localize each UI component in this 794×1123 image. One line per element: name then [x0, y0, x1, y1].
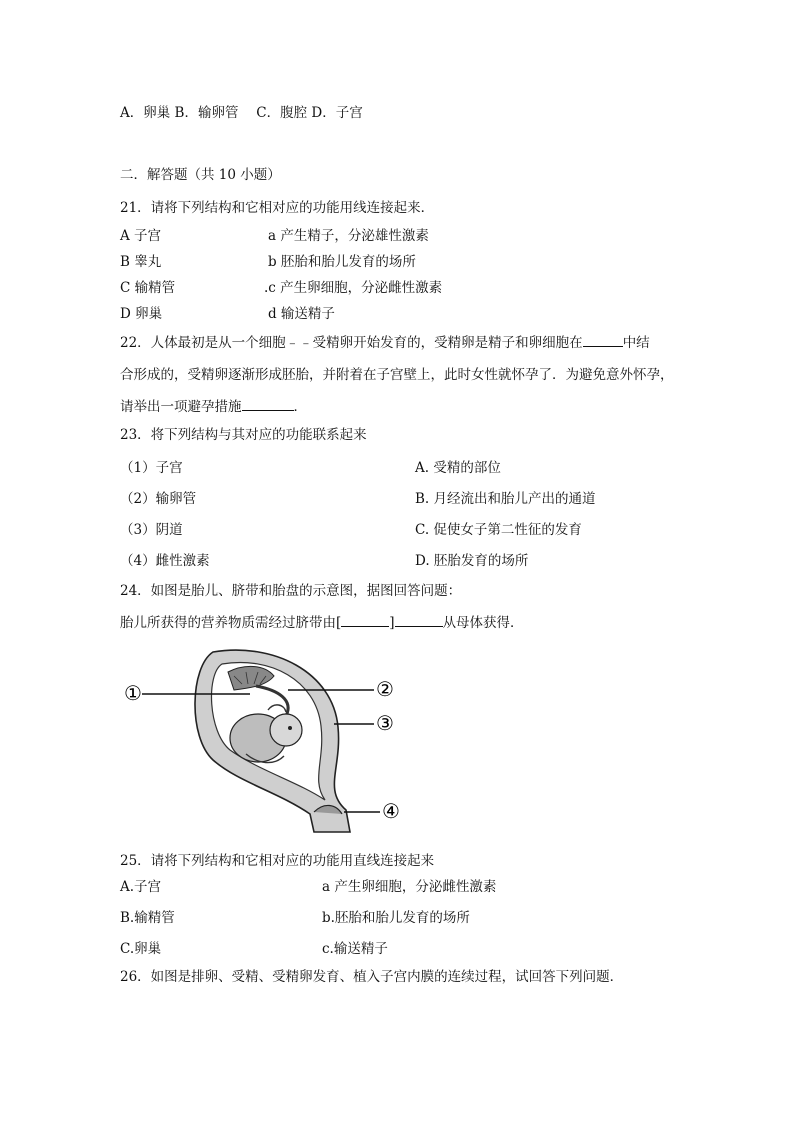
q24-text: 胎儿所获得的营养物质需经过脐带由[ — [120, 615, 342, 631]
figure-label-4: ④ — [382, 799, 400, 823]
q21-right-item: a 产生精子，分泌雄性激素 — [268, 228, 429, 244]
q21-right-item: .c 产生卵细胞，分泌雌性激素 — [264, 280, 443, 296]
q23-right-item: D. 胚胎发育的场所 — [415, 553, 529, 569]
q22-text: 请举出一项避孕措施 — [120, 399, 242, 415]
answer-blank[interactable] — [583, 332, 623, 347]
q21-left-item: A 子宫 — [120, 228, 162, 244]
figure-label-1: ① — [124, 681, 142, 705]
figure-label-2: ② — [376, 677, 394, 701]
answer-blank[interactable] — [341, 612, 389, 627]
q23-left-item: （1）子宫 — [120, 460, 183, 476]
fetus-umbilical-cord-placenta-diagram — [118, 642, 418, 834]
q24-text: 从母体获得． — [442, 615, 524, 631]
q23-right-item: C. 促使女子第二性征的发育 — [415, 522, 582, 538]
q22-text: ． — [293, 399, 307, 415]
q24-question — [120, 612, 524, 632]
q24-text: ] — [389, 615, 395, 631]
q25-left-item: A.子宫 — [120, 879, 162, 895]
q25-right-item: b.胚胎和胎儿发育的场所 — [322, 910, 470, 926]
q21-left-item: D 卵巢 — [120, 306, 163, 322]
q23-stem: 23．将下列结构与其对应的功能联系起来 — [120, 427, 367, 443]
answer-blank[interactable] — [242, 396, 294, 411]
q25-left-item: B.输精管 — [120, 910, 175, 926]
q22-line1 — [120, 332, 650, 352]
q25-right-item: c.输送精子 — [322, 941, 388, 957]
q21-left-item: B 睾丸 — [120, 254, 162, 270]
q25-stem: 25．请将下列结构和它相对应的功能用直线连接起来 — [120, 853, 435, 869]
answer-blank[interactable] — [395, 612, 443, 627]
q21-right-item: b 胚胎和胎儿发育的场所 — [268, 254, 416, 270]
section-title: 二．解答题（共 10 小题） — [120, 167, 281, 183]
q21-right-item: d 输送精子 — [268, 306, 335, 322]
q23-right-item: A. 受精的部位 — [415, 460, 501, 476]
q26-stem: 26．如图是排卵、受精、受精卵发育、植入子宫内膜的连续过程，试回答下列问题． — [120, 969, 624, 985]
q25-left-item: C.卵巢 — [120, 941, 162, 957]
q23-right-item: B. 月经流出和胎儿产出的通道 — [415, 491, 596, 507]
q22-line2: 合形成的，受精卵逐渐形成胚胎，并附着在子宫壁上，此时女性就怀孕了．为避免意外怀孕， — [120, 367, 674, 383]
q24-stem: 24．如图是胎儿、脐带和胎盘的示意图，据图回答问题： — [120, 583, 462, 599]
q23-left-item: （3）阴道 — [120, 522, 183, 538]
q25-right-item: a 产生卵细胞，分泌雌性激素 — [322, 879, 497, 895]
q22-text: 22．人体最初是从一个细胞﹣﹣受精卵开始发育的，受精卵是精子和卵细胞在 — [120, 335, 583, 351]
q21-stem: 21．请将下列结构和它相对应的功能用线连接起来． — [120, 200, 435, 216]
q23-left-item: （4）雌性激素 — [120, 553, 210, 569]
q22-text: 中结 — [622, 335, 650, 351]
q23-left-item: （2）输卵管 — [120, 491, 197, 507]
figure-label-3: ③ — [376, 711, 394, 735]
q22-line3 — [120, 396, 307, 416]
answer-options: A．卵巢 B．输卵管 C．腹腔 D．子宫 — [120, 105, 363, 121]
q21-left-item: C 输精管 — [120, 280, 176, 296]
